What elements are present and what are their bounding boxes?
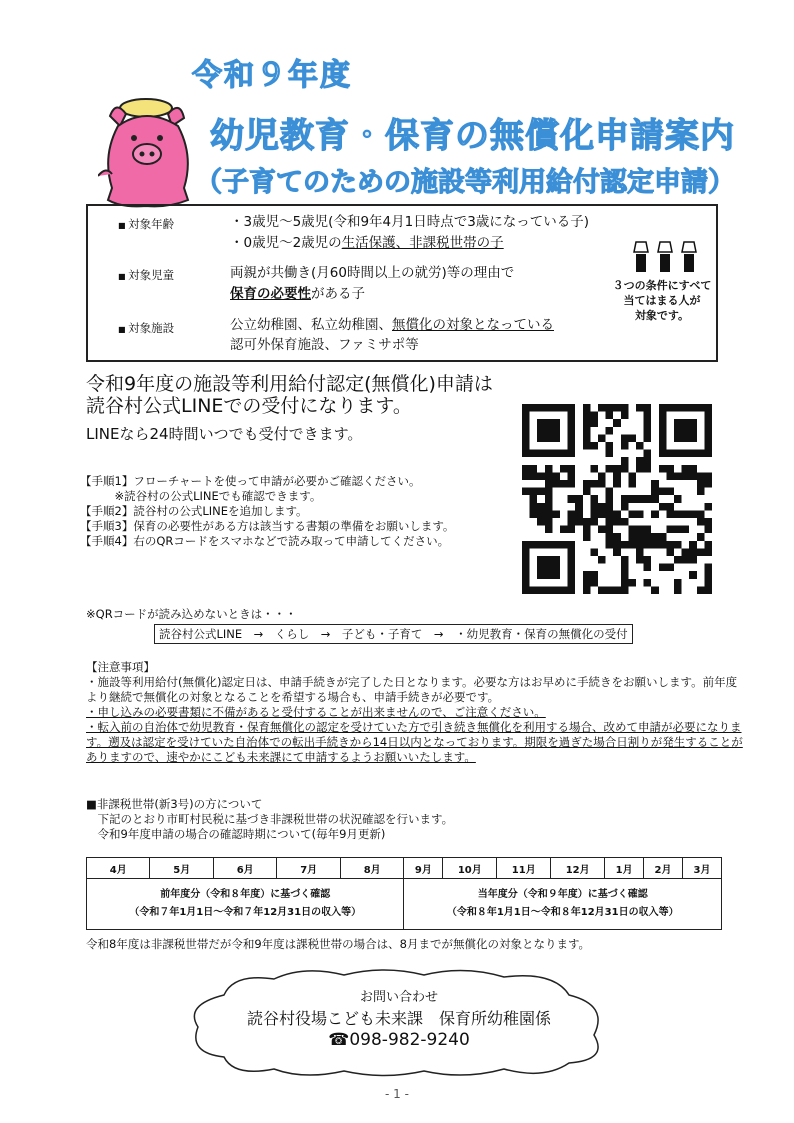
month-cell: 10月 xyxy=(443,858,497,879)
tax-footnote: 令和8年度は非課税世帯だが令和9年度は課税世帯の場合は、8月までが無償化の対象となります。 xyxy=(86,937,591,951)
child-line2: 保育の必要性がある子 xyxy=(230,286,365,302)
curr-year-cell: 当年度分（令和９年度）に基づく確認 （令和８年1月1日～令和８年12月31日の収入等） xyxy=(404,879,722,930)
contact-phone[interactable]: ☎098-982-9240 xyxy=(328,1030,470,1050)
step-item: 【手順4】右のQRコードをスマホなどで読み取って申請してください。 xyxy=(80,534,450,548)
announcement: 令和9年度の施設等利用給付認定(無償化)申請は 読谷村公式LINEでの受付になります。 xyxy=(86,373,493,417)
confirmation-schedule-table xyxy=(86,857,722,930)
eligibility-criteria-box xyxy=(86,204,718,362)
conditions-note: ３つの条件にすべて 当てはまる人が 対象です。 xyxy=(612,279,712,322)
child-label: ■ 対象児童 xyxy=(118,267,174,283)
month-cell: 7月 xyxy=(277,858,340,879)
facility-line2: 認可外保育施設、ファミサポ等 xyxy=(230,337,419,353)
title-year: 令和９年度 xyxy=(192,58,352,93)
month-cell: 5月 xyxy=(150,858,213,879)
month-cell: 2月 xyxy=(644,858,683,879)
announcement-sub: LINEなら24時間いつでも受付できます。 xyxy=(86,425,363,443)
page-number: - 1 - xyxy=(385,1087,409,1101)
step-item: 【手順2】読谷村の公式LINEを追加します。 xyxy=(80,504,308,518)
notes-section xyxy=(86,660,746,765)
step-item: 【手順3】保育の必要性がある方は該当する書類の準備をお願いします。 xyxy=(80,519,455,533)
month-cell: 4月 xyxy=(87,858,150,879)
tax-section: ■非課税世帯(新3号)の方について 下記のとおり市町村民税に基づき非課税世帯の状況確認を行います。 令和9年度申請の場合の確認時期について(毎年9月更新) xyxy=(86,797,454,841)
facility-label: ■ 対象施設 xyxy=(118,320,174,336)
age-label: ■ 対象年齢 xyxy=(118,216,174,232)
qr-fallback-label: ※QRコードが読み込めないときは・・・ xyxy=(86,607,297,621)
month-cell: 9月 xyxy=(404,858,443,879)
contact-department: 読谷村役場こども未来課 保育所幼稚園係 xyxy=(246,1009,551,1028)
page-title: 幼児教育・保育の無償化申請案内 xyxy=(210,116,735,156)
month-cell: 3月 xyxy=(682,858,721,879)
month-cell: 12月 xyxy=(551,858,605,879)
contact-heading: お問い合わせ xyxy=(359,990,438,1005)
facility-line1: 公立幼稚園、私立幼稚園、無償化の対象となっている xyxy=(230,317,554,333)
child-line1: 両親が共働き(月60時間以上の就労)等の理由で xyxy=(230,265,515,281)
steps-list xyxy=(80,474,454,549)
tax-heading: ■非課税世帯(新3号)の方について xyxy=(86,797,263,811)
note-item: ・申し込みの必要書類に不備があると受付することが出来ませんので、ご注意ください。 xyxy=(86,705,546,719)
month-cell: 8月 xyxy=(340,858,404,879)
month-cell: 6月 xyxy=(213,858,276,879)
raised-hands-icon xyxy=(630,236,702,276)
note-item: ・施設等利用給付(無償化)認定日は、申請手続きが完了した日となります。必要な方はお早めに手続きをお願いします。前年度より継続で無償化の対象となることを希望する場合も、申請手続きが必要です。 xyxy=(86,675,738,704)
line-menu-path: 読谷村公式LINE → くらし → 子ども・子育て → ・幼児教育・保育の無償化の受付 xyxy=(154,624,633,644)
table-row xyxy=(87,858,722,879)
page-subtitle: （子育てのための施設等利用給付認定申請） xyxy=(195,167,735,198)
table-row xyxy=(87,879,722,930)
month-cell: 11月 xyxy=(497,858,551,879)
month-cell: 1月 xyxy=(605,858,644,879)
note-item: ・転入前の自治体で幼児教育・保育無償化の認定を受けていた方で引き続き無償化を利用する場合、改めて申請が必要になります。遡及は認定を受けていた自治体での転出手続きから14日以内となっております。期限を過ぎた場合日割りが発生することがありますので、速やかにこども未来課にて申請するようお願いいたします。 xyxy=(86,720,743,764)
step-item: ※読谷村の公式LINEでも確認できます。 xyxy=(80,489,322,503)
age-line2: ・0歳児～2歳児の生活保護、非課税世帯の子 xyxy=(230,235,504,251)
age-line1: ・3歳児～5歳児(令和9年4月1日時点で3歳になっている子) xyxy=(230,214,590,230)
prev-year-cell: 前年度分（令和８年度）に基づく確認 （令和７年1月1日～令和７年12月31日の収入等） xyxy=(87,879,404,930)
pig-mascot-illustration xyxy=(98,96,208,211)
notes-heading: 【注意事項】 xyxy=(86,660,155,674)
step-item: 【手順1】フローチャートを使って申請が必要かご確認ください。 xyxy=(80,474,421,488)
line-qr-code[interactable] xyxy=(518,404,716,594)
